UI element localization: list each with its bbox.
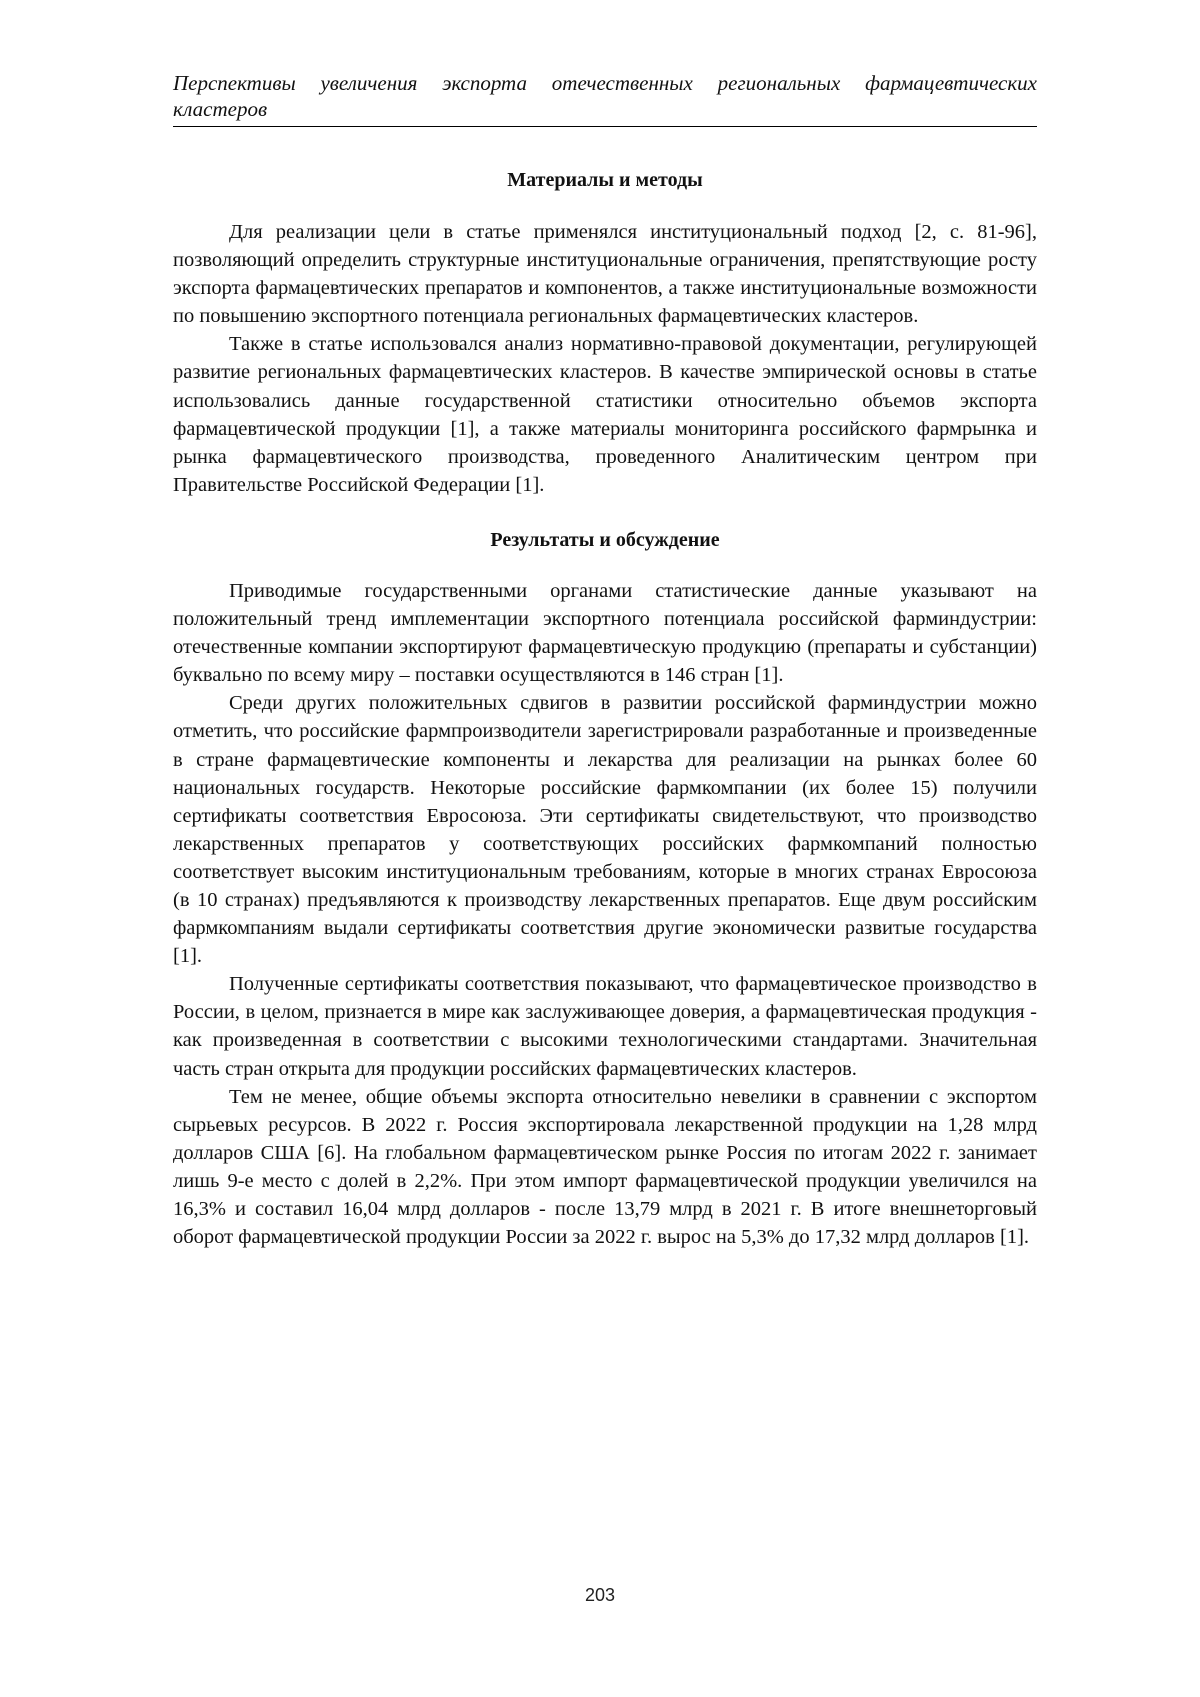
paragraph: Также в статье использовался анализ нормативно-правовой документации, регулирующей развитие региональных фармацевтических кластеров. В качестве эмпирической основы в статье использовались данные государственной статистики относительно объемов экспорта фармацевтической продукции [1], а также материалы мониторинга российского фармрынка и рынка фармацевтического производства, проведенного Аналитическим центром при Правительстве Российской Федерации [1]. [173, 333, 1037, 496]
page-content [173, 70, 1037, 1251]
section-title-results-discussion: Результаты и обсуждение [490, 528, 720, 551]
page-number: 203 [584, 1585, 616, 1605]
paragraph: Среди других положительных сдвигов в развитии российской фарминдустрии можно отметить, что российские фармпроизводители зарегистрировали разработанные и произведенные в стране фармацевтические компоненты и лекарства для реализации на рынках более 60 национальных государств. Некоторые российские фармкомпании (их более 15) получили сертификаты соответствия Евросоюза. Эти сертификаты свидетельствуют, что производство лекарственных препаратов у соответствующих российских фармкомпаний полностью соответствует высоким институциональным требованиям, которые в многих странах Евросоюза (в 10 странах) предъявляются к производству лекарственных препаратов. Еще двум российским фармкомпаниям выдали сертификаты соответствия другие экономически развитые государства [1]. [173, 692, 1037, 968]
section-title-materials-methods: Материалы и методы [507, 169, 703, 191]
paragraph: Приводимые государственными органами статистические данные указывают на положительный тренд имплементации экспортного потенциала российской фарминдустрии: отечественные компании экспортируют фармацевтическую продукцию (препараты и субстанции) буквально по всему миру – поставки осуществляются в 146 стран [1]. [173, 579, 1037, 687]
paragraph: Тем не менее, общие объемы экспорта относительно невелики в сравнении с экспортом сырьевых ресурсов. В 2022 г. Россия экспортировала лекарственной продукции на 1,28 млрд долларов США [6]. На глобальном фармацевтическом рынке Россия по итогам 2022 г. занимает лишь 9-е место с долей в 2,2%. При этом импорт фармацевтической продукции увеличился на 16,3% и составил 16,04 млрд долларов - после 13,79 млрд в 2021 г. В итоге внешнеторговый оборот фармацевтической продукции России за 2022 г. вырос на 5,3% до 17,32 млрд долларов [1]. [173, 1085, 1037, 1249]
paragraph: Полученные сертификаты соответствия показывают, что фармацевтическое производство в России, в целом, признается в мире как заслуживающее доверия, а фармацевтическая продукция - как произведенная в соответствии с высокими технологическими стандартами. Значительная часть стран открыта для продукции российских фармацевтических кластеров. [173, 973, 1037, 1080]
paragraph: Для реализации цели в статье применялся институциональный подход [2, с. 81-96], позволяющий определить структурные институциональные ограничения, препятствующие росту экспорта фармацевтических препаратов и компонентов, а также институциональные возможности по повышению экспортного потенциала региональных фармацевтических кластеров. [173, 221, 1037, 328]
running-header: Перспективы увеличения экспорта отечественных региональных фармацевтических кластеров [173, 70, 1037, 127]
